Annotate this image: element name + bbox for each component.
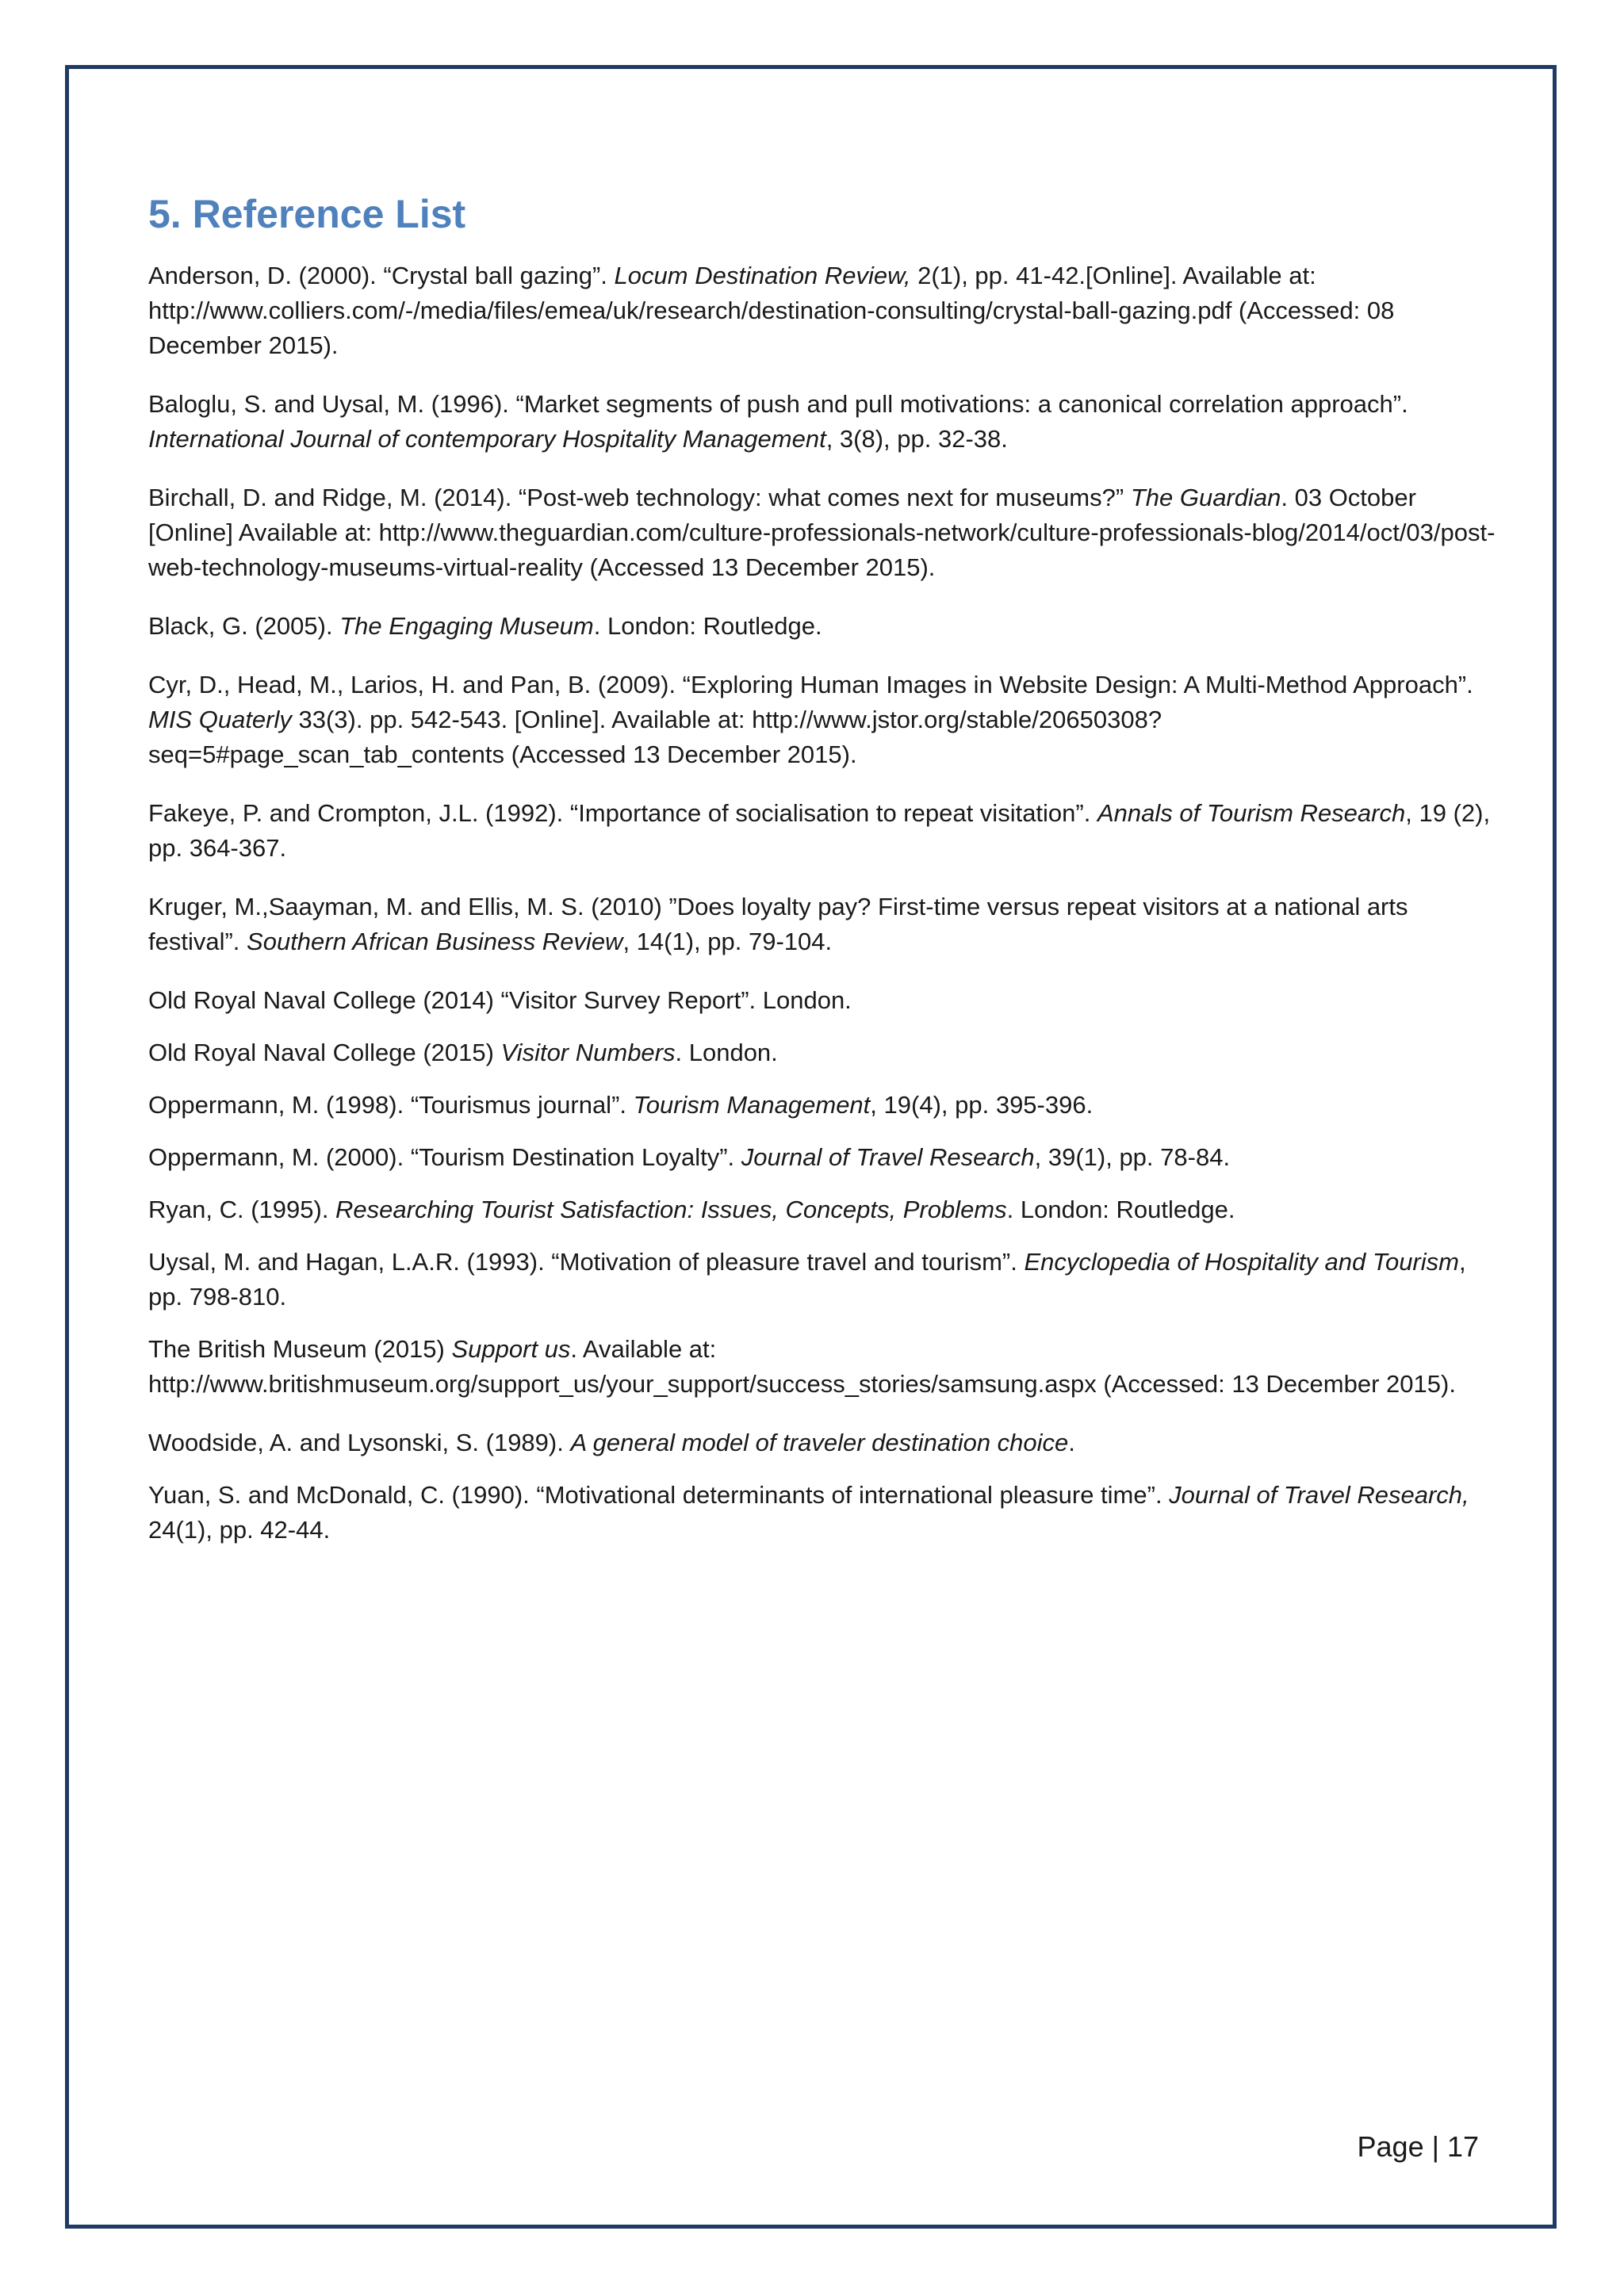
reference-details: 33(3). pp. 542-543. [Online]. Available at: http://www.jstor.org/stable/20650308?seq=5#page_scan_tab_contents (Accessed 13 December 2015). bbox=[148, 706, 1162, 768]
reference-text: Old Royal Naval College (2014) “Visitor Survey Report”. London. bbox=[148, 986, 852, 1014]
reference-item bbox=[148, 1478, 1496, 1548]
reference-text: Oppermann, M. (1998). “Tourismus journal”. bbox=[148, 1091, 634, 1119]
reference-item bbox=[148, 668, 1496, 772]
reference-source-title: Journal of Travel Research, bbox=[1169, 1481, 1469, 1509]
reference-text: Yuan, S. and McDonald, C. (1990). “Motivational determinants of international pleasure time”. bbox=[148, 1481, 1170, 1509]
reference-item bbox=[148, 796, 1496, 866]
reference-item bbox=[148, 1245, 1496, 1314]
reference-text: Woodside, A. and Lysonski, S. (1989). bbox=[148, 1429, 571, 1456]
reference-text: Fakeye, P. and Crompton, J.L. (1992). “Importance of socialisation to repeat visitation”. bbox=[148, 799, 1097, 827]
reference-details: , 3(8), pp. 32-38. bbox=[825, 425, 1008, 453]
reference-text: Old Royal Naval College (2015) bbox=[148, 1039, 501, 1066]
page-number: Page | 17 bbox=[1357, 2130, 1479, 2163]
reference-source-title: A general model of traveler destination choice bbox=[570, 1429, 1069, 1456]
reference-text: Cyr, D., Head, M., Larios, H. and Pan, B. (2009). “Exploring Human Images in Website Design: A Multi-Method Approach”. bbox=[148, 671, 1473, 698]
reference-details: 2(1), pp. 41-42.[Online]. Available at: http://www.colliers.com/-/media/files/emea/uk/research/destination-consulting/crystal-ball-gazing.pdf (Accessed: 08 December 2015). bbox=[148, 262, 1395, 359]
reference-source-title: Researching Tourist Satisfaction: Issues, Concepts, Problems bbox=[335, 1196, 1007, 1223]
reference-source-title: Tourism Management bbox=[633, 1091, 871, 1119]
reference-details: . London. bbox=[675, 1039, 778, 1066]
reference-text: The British Museum (2015) bbox=[148, 1335, 452, 1363]
reference-source-title: Locum Destination Review, bbox=[614, 262, 911, 289]
reference-item bbox=[148, 983, 1496, 1018]
reference-details: . 03 October [Online] Available at: http://www.theguardian.com/culture-professionals-network/culture-professionals-blog/2014/oct/03/post-web-technology-museums-virtual-reality (Accessed 13 December 2015). bbox=[148, 484, 1496, 581]
reference-text: Black, G. (2005). bbox=[148, 612, 340, 640]
reference-details: . London: Routledge. bbox=[593, 612, 822, 640]
reference-source-title: Southern African Business Review bbox=[247, 928, 623, 955]
reference-details: . London: Routledge. bbox=[1006, 1196, 1235, 1223]
reference-details: , 19(4), pp. 395-396. bbox=[870, 1091, 1094, 1119]
reference-text: Uysal, M. and Hagan, L.A.R. (1993). “Motivation of pleasure travel and tourism”. bbox=[148, 1248, 1025, 1276]
reference-item bbox=[148, 387, 1496, 457]
reference-source-title: The Guardian bbox=[1130, 484, 1281, 511]
reference-item bbox=[148, 1035, 1496, 1070]
reference-item bbox=[148, 480, 1496, 585]
reference-item bbox=[148, 609, 1496, 644]
reference-details: , 14(1), pp. 79-104. bbox=[622, 928, 833, 955]
reference-details: 24(1), pp. 42-44. bbox=[148, 1516, 331, 1544]
reference-source-title: The Engaging Museum bbox=[339, 612, 594, 640]
reference-item bbox=[148, 1425, 1496, 1460]
reference-item bbox=[148, 890, 1496, 959]
reference-details: , 39(1), pp. 78-84. bbox=[1034, 1143, 1231, 1171]
reference-details: . Available at: http://www.britishmuseum.org/support_us/your_support/success_stories/samsung.aspx (Accessed: 13 December 2015). bbox=[148, 1335, 1456, 1398]
reference-item bbox=[148, 1088, 1496, 1123]
reference-text: Birchall, D. and Ridge, M. (2014). “Post-web technology: what comes next for museums?” bbox=[148, 484, 1131, 511]
section-heading: 5. Reference List bbox=[148, 192, 466, 236]
reference-text: Anderson, D. (2000). “Crystal ball gazing”. bbox=[148, 262, 615, 289]
reference-source-title: Encyclopedia of Hospitality and Tourism bbox=[1024, 1248, 1459, 1276]
reference-text: Kruger, M.,Saayman, M. and Ellis, M. S. (2010) ”Does loyalty pay? First-time versus repeat visitors at a national arts festival”. bbox=[148, 893, 1408, 955]
reference-item bbox=[148, 258, 1496, 363]
reference-text: Oppermann, M. (2000). “Tourism Destination Loyalty”. bbox=[148, 1143, 741, 1171]
reference-text: Ryan, C. (1995). bbox=[148, 1196, 336, 1223]
reference-source-title: Visitor Numbers bbox=[500, 1039, 676, 1066]
reference-text: Baloglu, S. and Uysal, M. (1996). “Market segments of push and pull motivations: a canonical correlation approach”. bbox=[148, 390, 1408, 418]
reference-source-title: MIS Quaterly bbox=[148, 706, 292, 733]
reference-item bbox=[148, 1192, 1496, 1227]
reference-list bbox=[148, 258, 1496, 1571]
reference-item bbox=[148, 1332, 1496, 1402]
reference-source-title: Journal of Travel Research bbox=[741, 1143, 1035, 1171]
reference-details: , 19 (2), pp. 364-367. bbox=[148, 799, 1491, 862]
reference-source-title: Annals of Tourism Research bbox=[1097, 799, 1406, 827]
reference-details: . bbox=[1068, 1429, 1075, 1456]
reference-details: , pp. 798-810. bbox=[148, 1248, 1466, 1311]
reference-item bbox=[148, 1140, 1496, 1175]
reference-source-title: International Journal of contemporary Hospitality Management bbox=[148, 425, 826, 453]
reference-source-title: Support us bbox=[451, 1335, 571, 1363]
